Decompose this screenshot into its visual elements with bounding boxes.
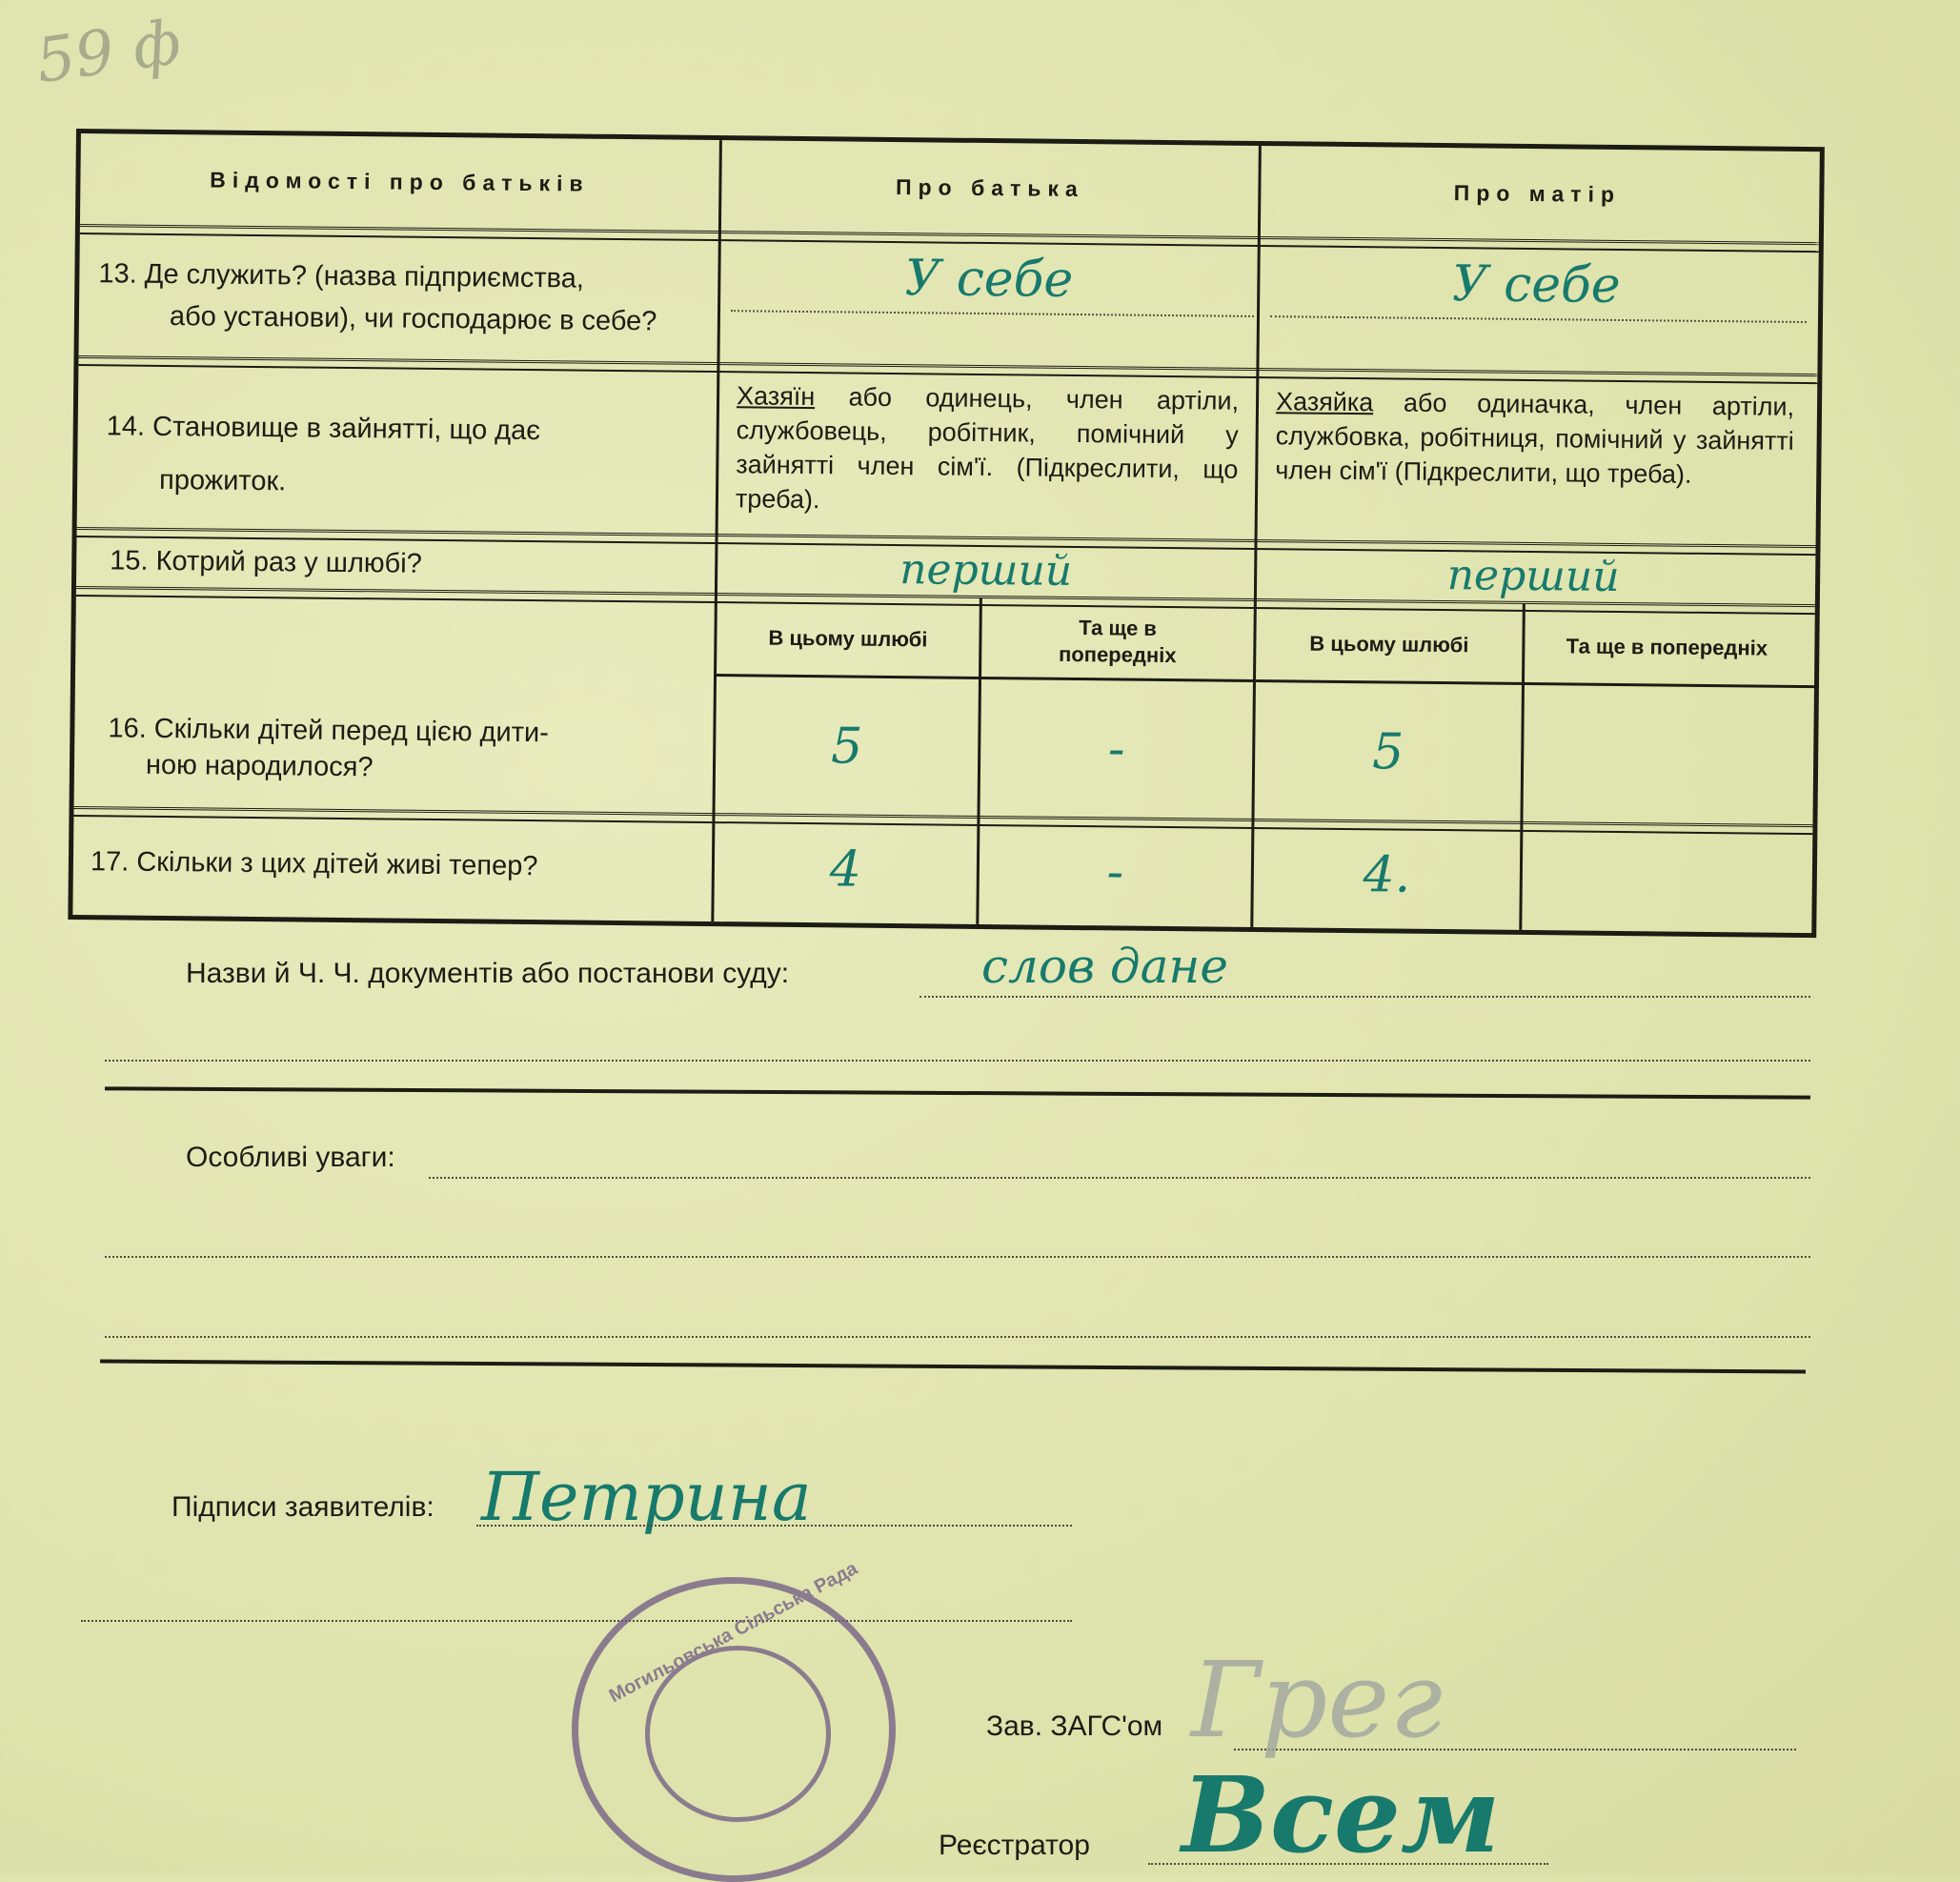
- question-16-line2: ною народилося?: [145, 749, 374, 783]
- father-employment-answer: У себе: [904, 250, 1074, 309]
- father-children-this: 5: [830, 718, 863, 776]
- mother-occupation-text: або одиначка, член артіли, службовка, робітниця, помічний у зайнятті член сім'ї (Підкреслити, що треба).: [1275, 388, 1795, 489]
- mother-employment-answer: У себе: [1451, 255, 1621, 314]
- mother-children-previous: [1523, 688, 1808, 822]
- question-14-line2: прожиток.: [158, 464, 287, 497]
- special-notes-label: Особливі уваги:: [186, 1142, 395, 1173]
- documents-label: Назви й Ч. Ч. документів або постанови суду:: [186, 958, 790, 989]
- mother-occupation-selected: Хазяйка: [1275, 387, 1374, 417]
- header-mother: Про матір: [1453, 180, 1622, 207]
- question-17: 17. Скільки з цих дітей живі тепер?: [90, 846, 538, 882]
- father-children-alive-previous: -: [1106, 843, 1124, 901]
- mother-this-marriage-header: В цьому шлюбі: [1309, 631, 1469, 657]
- registrar-label: Реєстратор: [939, 1830, 1090, 1861]
- official-stamp: [572, 1557, 896, 1882]
- header-parents-info: Відомості про батьків: [210, 167, 590, 196]
- mother-children-alive-this: 4.: [1363, 846, 1411, 904]
- mother-marriage-count: перший: [1446, 550, 1620, 601]
- mother-previous-header: Та ще в попередніх: [1566, 633, 1768, 660]
- header-father: Про батька: [895, 174, 1084, 202]
- question-14: [77, 367, 717, 534]
- question-16-line1: 16. Скільки дітей перед цією дити-: [108, 713, 550, 749]
- mother-occupation-options: [1258, 384, 1812, 542]
- registrar-signature: Всем: [1182, 1753, 1501, 1876]
- father-marriage-count: перший: [899, 544, 1073, 596]
- question-16: [74, 667, 714, 813]
- father-previous-header: Та ще в попередніх: [1058, 615, 1177, 667]
- father-children-previous: -: [1107, 720, 1125, 779]
- parents-info-table: [68, 129, 1825, 938]
- father-occupation-selected: Хазяїн: [736, 381, 816, 412]
- stamp-text: Могильовська Сільська Рада: [605, 1557, 861, 1708]
- question-13-line2: або установи), чи господарює в себе?: [169, 301, 657, 337]
- father-occupation-options: [718, 378, 1257, 536]
- question-13-line1: 13. Де служить? (назва підприємства,: [98, 258, 585, 294]
- applicants-signature-label: Підписи заявителів:: [172, 1491, 434, 1523]
- mother-children-alive-previous: [1522, 829, 1807, 927]
- father-children-alive-this: 4: [829, 840, 862, 899]
- mother-children-this: 5: [1371, 723, 1404, 781]
- question-13: [79, 232, 718, 362]
- question-15: 15. Котрий раз у шлюбі?: [110, 545, 422, 579]
- question-14-line1: 14. Становище в зайнятті, що дає: [106, 411, 541, 447]
- documents-value: слов дане: [981, 939, 1228, 994]
- father-this-marriage-header: В цьому шлюбі: [768, 625, 928, 651]
- father-occupation-text: або одинець, член артіли, службовець, робітник, помічний у зайнятті член сім'ї. (Підкреслити, що треба).: [735, 382, 1240, 515]
- zags-head-label: Зав. ЗАГС'ом: [986, 1710, 1163, 1742]
- pencil-note: 59 ф: [31, 7, 186, 98]
- applicants-signature: Петрина: [481, 1458, 812, 1536]
- zags-head-signature: Грег: [1191, 1639, 1443, 1761]
